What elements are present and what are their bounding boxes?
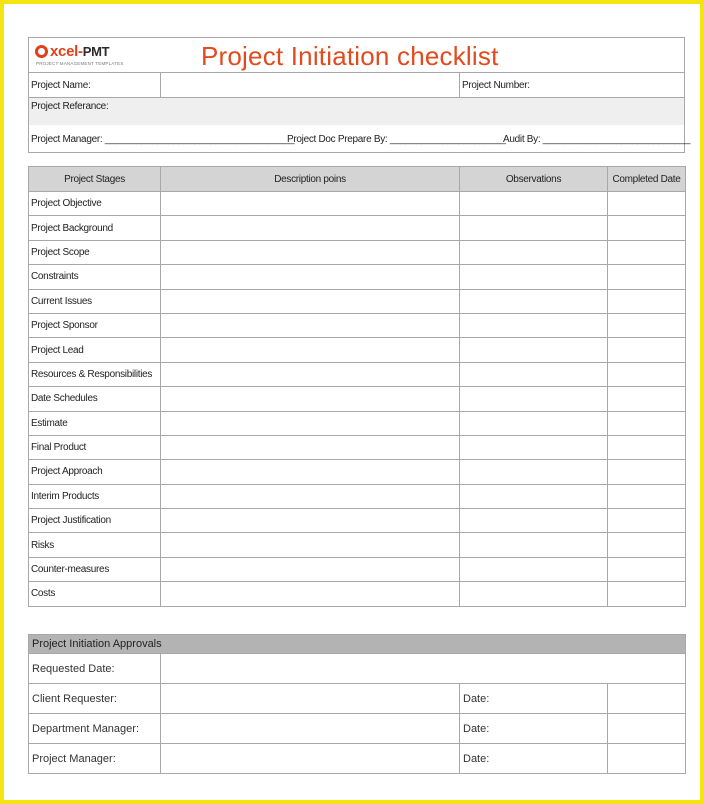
observations-cell[interactable] — [460, 411, 608, 435]
stages-table — [28, 166, 686, 607]
approval-date-input[interactable] — [608, 684, 686, 714]
observations-cell[interactable] — [460, 509, 608, 533]
stage-label: Estimate — [29, 411, 161, 435]
table-row — [29, 582, 686, 606]
observations-cell[interactable] — [460, 435, 608, 459]
approvals-header-row — [29, 635, 686, 654]
header-block — [28, 37, 691, 153]
table-row — [29, 411, 686, 435]
column-header: Completed Date — [608, 167, 686, 192]
completed-date-cell[interactable] — [608, 509, 686, 533]
stages-header-row — [29, 167, 686, 192]
table-row — [29, 192, 686, 216]
completed-date-cell[interactable] — [608, 362, 686, 386]
requested-date-input[interactable] — [161, 654, 686, 684]
stage-label: Project Approach — [29, 460, 161, 484]
completed-date-cell[interactable] — [608, 240, 686, 264]
approval-date-label: Date: — [460, 714, 608, 744]
description-cell[interactable] — [161, 192, 460, 216]
signoff-row — [29, 125, 691, 153]
approval-signature-input[interactable] — [161, 684, 460, 714]
approval-role-label: Project Manager: — [29, 744, 161, 774]
project-reference-label: Project Referance: — [31, 101, 109, 112]
observations-cell[interactable] — [460, 460, 608, 484]
observations-cell[interactable] — [460, 557, 608, 581]
approval-role-label: Department Manager: — [29, 714, 161, 744]
description-cell[interactable] — [161, 387, 460, 411]
approval-date-input[interactable] — [608, 744, 686, 774]
completed-date-cell[interactable] — [608, 289, 686, 313]
table-row — [29, 313, 686, 337]
approval-row — [29, 684, 686, 714]
description-cell[interactable] — [161, 484, 460, 508]
completed-date-cell[interactable] — [608, 533, 686, 557]
description-cell[interactable] — [161, 289, 460, 313]
divider — [160, 73, 161, 97]
table-row — [29, 387, 686, 411]
observations-cell[interactable] — [460, 289, 608, 313]
approval-date-label: Date: — [460, 684, 608, 714]
approval-signature-input[interactable] — [161, 714, 460, 744]
observations-cell[interactable] — [460, 533, 608, 557]
completed-date-cell[interactable] — [608, 582, 686, 606]
table-row — [29, 460, 686, 484]
observations-cell[interactable] — [460, 362, 608, 386]
description-cell[interactable] — [161, 557, 460, 581]
logo-tagline: PROJECT MANAGEMENT TEMPLATES — [36, 61, 124, 66]
approval-row — [29, 744, 686, 774]
completed-date-cell[interactable] — [608, 411, 686, 435]
stage-label: Project Sponsor — [29, 313, 161, 337]
table-row — [29, 240, 686, 264]
observations-cell[interactable] — [460, 216, 608, 240]
description-cell[interactable] — [161, 313, 460, 337]
audit-field[interactable]: Audit By: ____________________________ — [503, 134, 691, 145]
completed-date-cell[interactable] — [608, 216, 686, 240]
approval-row — [29, 714, 686, 744]
logo-brand: xcel- — [50, 43, 83, 60]
stage-label: Constraints — [29, 265, 161, 289]
doc-prepare-field[interactable]: Project Doc Prepare By: ______________________ — [287, 134, 506, 145]
completed-date-cell[interactable] — [608, 387, 686, 411]
logo-brand-suffix: PMT — [82, 44, 110, 59]
description-cell[interactable] — [161, 216, 460, 240]
observations-cell[interactable] — [460, 240, 608, 264]
stage-label: Project Scope — [29, 240, 161, 264]
column-header: Description poins — [161, 167, 460, 192]
description-cell[interactable] — [161, 533, 460, 557]
observations-cell[interactable] — [460, 192, 608, 216]
divider — [459, 73, 460, 97]
completed-date-cell[interactable] — [608, 338, 686, 362]
stage-label: Final Product — [29, 435, 161, 459]
title-row — [29, 38, 684, 73]
stage-label: Counter-measures — [29, 557, 161, 581]
description-cell[interactable] — [161, 582, 460, 606]
description-cell[interactable] — [161, 411, 460, 435]
approval-date-input[interactable] — [608, 714, 686, 744]
table-row — [29, 533, 686, 557]
logo-ring-icon — [35, 45, 48, 58]
description-cell[interactable] — [161, 265, 460, 289]
table-row — [29, 289, 686, 313]
requested-date-row — [29, 654, 686, 684]
table-row — [29, 216, 686, 240]
project-number-label: Project Number: — [462, 80, 530, 91]
approvals-table — [28, 634, 686, 774]
stage-label: Risks — [29, 533, 161, 557]
stage-label: Project Lead — [29, 338, 161, 362]
completed-date-cell[interactable] — [608, 192, 686, 216]
project-name-label: Project Name: — [31, 80, 91, 91]
approval-date-label: Date: — [460, 744, 608, 774]
description-cell[interactable] — [161, 338, 460, 362]
table-row — [29, 265, 686, 289]
page-title: Project Initiation checklist — [201, 41, 499, 71]
table-row — [29, 484, 686, 508]
stage-label: Interim Products — [29, 484, 161, 508]
stage-label: Date Schedules — [29, 387, 161, 411]
completed-date-cell[interactable] — [608, 460, 686, 484]
observations-cell[interactable] — [460, 313, 608, 337]
stage-label: Project Justification — [29, 509, 161, 533]
table-row — [29, 338, 686, 362]
description-cell[interactable] — [161, 240, 460, 264]
approval-signature-input[interactable] — [161, 744, 460, 774]
project-manager-field[interactable]: Project Manager: ____________________________________ — [31, 134, 295, 145]
description-cell[interactable] — [161, 362, 460, 386]
stage-label: Project Background — [29, 216, 161, 240]
requested-date-label: Requested Date: — [29, 654, 161, 684]
column-header: Observations — [460, 167, 608, 192]
column-header: Project Stages — [29, 167, 161, 192]
description-cell[interactable] — [161, 460, 460, 484]
completed-date-cell[interactable] — [608, 265, 686, 289]
logo — [35, 43, 145, 69]
observations-cell[interactable] — [460, 582, 608, 606]
description-cell[interactable] — [161, 509, 460, 533]
observations-cell[interactable] — [460, 387, 608, 411]
table-row — [29, 435, 686, 459]
completed-date-cell[interactable] — [608, 484, 686, 508]
observations-cell[interactable] — [460, 338, 608, 362]
project-name-row — [29, 73, 684, 98]
approvals-header: Project Initiation Approvals — [29, 635, 686, 654]
completed-date-cell[interactable] — [608, 313, 686, 337]
description-cell[interactable] — [161, 435, 460, 459]
table-row — [29, 509, 686, 533]
stage-label: Project Objective — [29, 192, 161, 216]
project-reference-row — [29, 98, 684, 125]
completed-date-cell[interactable] — [608, 557, 686, 581]
stage-label: Costs — [29, 582, 161, 606]
stage-label: Current Issues — [29, 289, 161, 313]
observations-cell[interactable] — [460, 484, 608, 508]
approval-role-label: Client Requester: — [29, 684, 161, 714]
stage-label: Resources & Responsibilities — [29, 362, 161, 386]
completed-date-cell[interactable] — [608, 435, 686, 459]
table-row — [29, 557, 686, 581]
table-row — [29, 362, 686, 386]
observations-cell[interactable] — [460, 265, 608, 289]
